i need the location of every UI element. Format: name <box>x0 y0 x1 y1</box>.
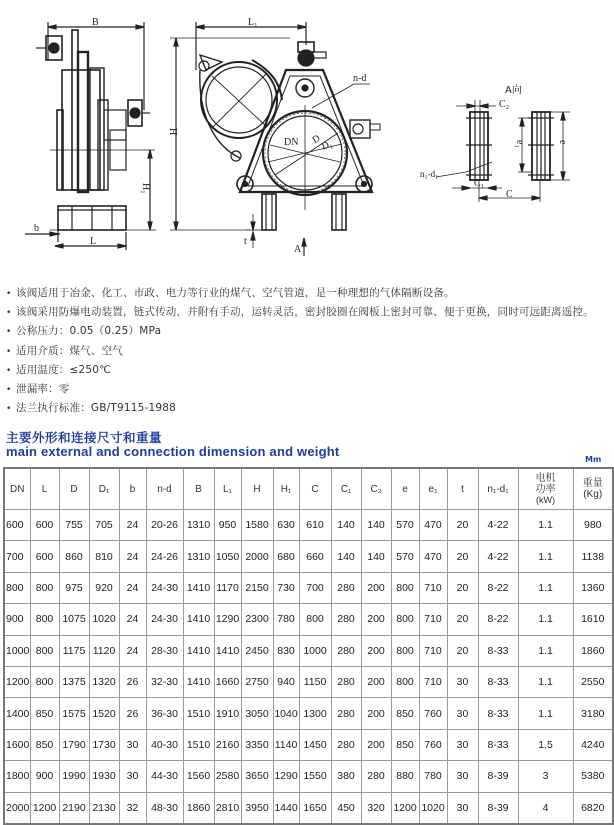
table-cell: 4240 <box>573 729 613 760</box>
spec-text: 该阀采用防爆电动装置，链式传动，并附有手动，运转灵活，密封胶圈在阀板上密封可靠、便于更换，同时可远距离遥控。 <box>16 306 594 319</box>
table-cell: 1020 <box>419 792 447 824</box>
table-cell: 830 <box>273 635 299 666</box>
table-cell: 140 <box>331 541 361 572</box>
table-cell: 1175 <box>59 635 89 666</box>
table-cell: 2550 <box>573 666 613 697</box>
table-cell: 4-22 <box>478 510 518 541</box>
table-cell: 48-30 <box>146 792 183 824</box>
table-cell: 800 <box>30 635 59 666</box>
table-cell: 1.1 <box>518 666 573 697</box>
table-cell: 1200 <box>391 792 419 824</box>
table-cell: 24-30 <box>146 572 183 603</box>
table-cell: 2450 <box>241 635 273 666</box>
table-cell: 30 <box>447 666 478 697</box>
header-line: 功率 <box>535 483 556 495</box>
spec-list <box>6 284 612 418</box>
a-view-title: A向 <box>505 85 522 96</box>
table-cell: 1290 <box>214 604 241 635</box>
table-cell: 800 <box>30 572 59 603</box>
table-cell: 24-30 <box>146 604 183 635</box>
table-cell: 1120 <box>89 635 119 666</box>
table-cell: 1860 <box>573 635 613 666</box>
table-cell: 800 <box>30 604 59 635</box>
table-cell: 1930 <box>89 761 119 792</box>
table-cell: 3180 <box>573 698 613 729</box>
table-cell: 800 <box>4 572 30 603</box>
spec-item: • 适用介质：煤气、空气 <box>6 344 123 357</box>
table-cell: 700 <box>299 572 331 603</box>
table-cell: 800 <box>391 635 419 666</box>
table-cell: 44-30 <box>146 761 183 792</box>
table-cell: 1360 <box>573 572 613 603</box>
dim-label-c: C <box>506 189 513 200</box>
table-cell: 850 <box>391 729 419 760</box>
table-cell: 30 <box>119 729 146 760</box>
col-header-weight <box>573 468 613 510</box>
table-cell: 280 <box>331 572 361 603</box>
col-header: e <box>391 468 419 510</box>
table-cell: 2160 <box>214 729 241 760</box>
table-cell: 30 <box>119 761 146 792</box>
table-cell: 450 <box>331 792 361 824</box>
table-cell: 320 <box>361 792 391 824</box>
table-cell: 20 <box>447 572 478 603</box>
spec-item: • 适用温度：≤250℃ <box>6 363 112 376</box>
table-cell: 1510 <box>183 698 214 729</box>
table-cell: 280 <box>331 635 361 666</box>
table-cell: 800 <box>391 666 419 697</box>
table-cell: 1050 <box>214 541 241 572</box>
table-cell: 1.1 <box>518 510 573 541</box>
table-cell: 24 <box>119 510 146 541</box>
col-header: H₁ <box>273 468 299 510</box>
table-cell: 1.1 <box>518 698 573 729</box>
table-cell: 1020 <box>89 604 119 635</box>
table-cell: 140 <box>361 541 391 572</box>
table-cell: 950 <box>214 510 241 541</box>
table-cell: 1.1 <box>518 541 573 572</box>
table-cell: 28-30 <box>146 635 183 666</box>
header-line: 电机 <box>535 472 556 484</box>
table-cell: 710 <box>419 604 447 635</box>
table-cell: 280 <box>331 698 361 729</box>
table-cell: 980 <box>573 510 613 541</box>
table-cell: 570 <box>391 510 419 541</box>
table-cell: 24-26 <box>146 541 183 572</box>
dim-label-n-d: n-d <box>353 73 367 84</box>
table-cell: 600 <box>30 510 59 541</box>
table-cell: 470 <box>419 541 447 572</box>
table-cell: 1520 <box>89 698 119 729</box>
spec-text: 适用温度：≤250℃ <box>16 363 112 376</box>
table-cell: 710 <box>419 635 447 666</box>
table-cell: 380 <box>331 761 361 792</box>
table-row <box>4 572 613 603</box>
spec-item: • 该阀适用于冶金、化工、市政、电力等行业的煤气、空气管道，是一种理想的气体隔断设备。 <box>6 287 455 299</box>
table-cell: 2190 <box>59 792 89 824</box>
table-cell: 200 <box>361 698 391 729</box>
table-cell: 140 <box>331 510 361 541</box>
table-cell: 900 <box>30 761 59 792</box>
table-cell: 24 <box>119 572 146 603</box>
table-cell: 280 <box>361 761 391 792</box>
table-cell: 3050 <box>241 698 273 729</box>
table-cell: 600 <box>30 541 59 572</box>
col-header: C₂ <box>361 468 391 510</box>
dim-label-d1: D₁ <box>320 138 335 153</box>
col-header: C₁ <box>331 468 361 510</box>
table-cell: 975 <box>59 572 89 603</box>
table-cell: 30 <box>447 729 478 760</box>
table-cell: 760 <box>419 698 447 729</box>
table-cell: 280 <box>331 729 361 760</box>
spec-text: 适用介质：煤气、空气 <box>16 344 123 357</box>
table-cell: 880 <box>391 761 419 792</box>
dim-label-l1: L₁ <box>248 17 258 28</box>
table-cell: 1800 <box>4 761 30 792</box>
table-cell: 1.1 <box>518 635 573 666</box>
spec-item: • 公称压力：0.05（0.25）MPa <box>6 325 162 338</box>
table-cell: 20 <box>447 604 478 635</box>
table-cell: 3950 <box>241 792 273 824</box>
table-header-row <box>4 468 613 510</box>
table-cell: 940 <box>273 666 299 697</box>
table-cell: 470 <box>419 510 447 541</box>
table-cell: 5380 <box>573 761 613 792</box>
table-cell: 800 <box>391 604 419 635</box>
dim-label-e: e <box>557 140 568 145</box>
table-cell: 1400 <box>4 698 30 729</box>
spec-item: • 法兰执行标准：GB/T9115-1988 <box>6 402 177 415</box>
table-cell: 850 <box>30 729 59 760</box>
table-cell: 24 <box>119 541 146 572</box>
table-cell: 2810 <box>214 792 241 824</box>
table-cell: 1140 <box>273 729 299 760</box>
dim-label-e1: e₁ <box>514 140 525 148</box>
table-cell: 800 <box>391 572 419 603</box>
table-row <box>4 635 613 666</box>
col-header: D₁ <box>89 468 119 510</box>
table-cell: 32 <box>119 792 146 824</box>
table-cell: 200 <box>361 666 391 697</box>
table-cell: 30 <box>447 698 478 729</box>
table-row <box>4 729 613 760</box>
spec-text: 该阀适用于冶金、化工、市政、电力等行业的煤气、空气管道，是一种理想的气体隔断设备。 <box>16 287 455 299</box>
table-cell: 1550 <box>299 761 331 792</box>
valve-drawing-svg <box>0 0 614 258</box>
table-cell: 2300 <box>241 604 273 635</box>
table-cell: 1200 <box>30 792 59 824</box>
table-cell: 2000 <box>4 792 30 824</box>
table-cell: 710 <box>419 572 447 603</box>
dim-label-h: H <box>167 128 178 136</box>
table-cell: 40-30 <box>146 729 183 760</box>
dim-label-c2: C₂ <box>499 99 510 110</box>
table-row <box>4 698 613 729</box>
table-cell: 30 <box>447 761 478 792</box>
table-row <box>4 604 613 635</box>
table-cell: 570 <box>391 541 419 572</box>
table-cell: 1075 <box>59 604 89 635</box>
header-line: (Kg) <box>583 489 603 500</box>
table-cell: 1860 <box>183 792 214 824</box>
table-cell: 1150 <box>299 666 331 697</box>
table-cell: 810 <box>89 541 119 572</box>
table-cell: 1170 <box>214 572 241 603</box>
table-cell: 36-30 <box>146 698 183 729</box>
table-cell: 860 <box>59 541 89 572</box>
table-cell: 200 <box>361 572 391 603</box>
spec-item: • 该阀采用防爆电动装置，链式传动，并附有手动，运转灵活，密封胶圈在阀板上密封可靠、便于更换，同时可远距离遥控。 <box>6 306 594 319</box>
table-cell: 1410 <box>183 666 214 697</box>
table-cell: 780 <box>419 761 447 792</box>
view-marker-a: A <box>294 244 302 255</box>
spec-text: 泄漏率：零 <box>16 382 70 395</box>
table-cell: 2750 <box>241 666 273 697</box>
table-cell: 1410 <box>183 572 214 603</box>
col-header: B <box>183 468 214 510</box>
table-cell: 1510 <box>183 729 214 760</box>
spec-text: 法兰执行标准：GB/T9115-1988 <box>16 402 177 415</box>
table-row <box>4 510 613 541</box>
table-cell: 760 <box>419 729 447 760</box>
table-cell: 1.5 <box>518 729 573 760</box>
dim-label-d: D <box>310 132 323 147</box>
table-cell: 1200 <box>4 666 30 697</box>
table-cell: 8-39 <box>478 792 518 824</box>
table-cell: 1580 <box>241 510 273 541</box>
table-cell: 1575 <box>59 698 89 729</box>
table-cell: 26 <box>119 698 146 729</box>
table-cell: 705 <box>89 510 119 541</box>
table-cell: 1310 <box>183 541 214 572</box>
table-cell: 20 <box>447 510 478 541</box>
table-cell: 1610 <box>573 604 613 635</box>
table-cell: 800 <box>30 666 59 697</box>
table-cell: 20-26 <box>146 510 183 541</box>
technical-drawings <box>0 0 614 258</box>
col-header: n-d <box>146 468 183 510</box>
table-cell: 1990 <box>59 761 89 792</box>
table-cell: 200 <box>361 635 391 666</box>
table-cell: 30 <box>447 792 478 824</box>
dimension-table <box>3 467 614 825</box>
table-cell: 800 <box>299 604 331 635</box>
table-cell: 8-22 <box>478 572 518 603</box>
table-cell: 200 <box>361 604 391 635</box>
table-cell: 280 <box>331 666 361 697</box>
table-cell: 200 <box>361 729 391 760</box>
table-cell: 20 <box>447 541 478 572</box>
col-header: DN <box>4 468 30 510</box>
col-header: L <box>30 468 59 510</box>
table-cell: 1375 <box>59 666 89 697</box>
table-cell: 140 <box>361 510 391 541</box>
table-row <box>4 666 613 697</box>
table-cell: 2000 <box>241 541 273 572</box>
table-cell: 1.1 <box>518 604 573 635</box>
table-cell: 4-22 <box>478 541 518 572</box>
col-header: b <box>119 468 146 510</box>
table-cell: 1410 <box>183 635 214 666</box>
table-cell: 710 <box>419 666 447 697</box>
table-cell: 24 <box>119 604 146 635</box>
table-cell: 1450 <box>299 729 331 760</box>
table-cell: 680 <box>273 541 299 572</box>
table-cell: 755 <box>59 510 89 541</box>
table-cell: 8-33 <box>478 729 518 760</box>
table-cell: 1650 <box>299 792 331 824</box>
table-cell: 900 <box>4 604 30 635</box>
table-cell: 1.1 <box>518 572 573 603</box>
col-header: D <box>59 468 89 510</box>
table-cell: 850 <box>391 698 419 729</box>
col-header: t <box>447 468 478 510</box>
table-cell: 780 <box>273 604 299 635</box>
table-cell: 660 <box>299 541 331 572</box>
spec-item: • 泄漏率：零 <box>6 382 70 395</box>
table-cell: 730 <box>273 572 299 603</box>
table-row <box>4 541 613 572</box>
table-cell: 1410 <box>183 604 214 635</box>
dim-label-b-width: B <box>92 17 99 28</box>
dim-label-t: t <box>244 236 247 247</box>
col-header: e₁ <box>419 468 447 510</box>
table-cell: 8-33 <box>478 698 518 729</box>
col-header: L₁ <box>214 468 241 510</box>
dim-label-b: b <box>34 223 39 234</box>
table-cell: 1000 <box>299 635 331 666</box>
table-cell: 3650 <box>241 761 273 792</box>
table-cell: 1660 <box>214 666 241 697</box>
table-cell: 1730 <box>89 729 119 760</box>
header-line: 重量 <box>582 478 603 489</box>
table-cell: 26 <box>119 666 146 697</box>
table-cell: 1310 <box>183 510 214 541</box>
table-cell: 1910 <box>214 698 241 729</box>
table-cell: 920 <box>89 572 119 603</box>
header-line: (kW) <box>536 494 555 505</box>
dim-label-n1-d1: n₁-d₁ <box>420 169 439 179</box>
table-cell: 3350 <box>241 729 273 760</box>
table-cell: 1410 <box>214 635 241 666</box>
table-cell: 850 <box>30 698 59 729</box>
table-cell: 1790 <box>59 729 89 760</box>
a-view-drawing <box>436 100 570 202</box>
spec-text: 公称压力：0.05（0.25）MPa <box>16 325 162 338</box>
table-cell: 8-33 <box>478 666 518 697</box>
table-cell: 32-30 <box>146 666 183 697</box>
table-cell: 700 <box>4 541 30 572</box>
table-cell: 1300 <box>299 698 331 729</box>
table-cell: 4 <box>518 792 573 824</box>
table-cell: 630 <box>273 510 299 541</box>
table-cell: 24 <box>119 635 146 666</box>
table-cell: 6820 <box>573 792 613 824</box>
dim-label-l: L <box>90 236 97 247</box>
table-cell: 1600 <box>4 729 30 760</box>
table-cell: 1320 <box>89 666 119 697</box>
table-cell: 600 <box>4 510 30 541</box>
col-header: H <box>241 468 273 510</box>
section-title-cn: 主要外形和连接尺寸和重量 <box>6 430 163 445</box>
section-title-en: main external and connection dimension and weight <box>6 444 340 459</box>
table-cell: 2580 <box>214 761 241 792</box>
dim-label-dn: DN <box>284 137 299 148</box>
table-cell: 1440 <box>273 792 299 824</box>
dim-label-c1: C₁ <box>474 178 485 189</box>
table-cell: 610 <box>299 510 331 541</box>
table-cell: 1138 <box>573 541 613 572</box>
dim-label-h1: H₁ <box>140 183 151 194</box>
table-cell: 8-22 <box>478 604 518 635</box>
table-cell: 3 <box>518 761 573 792</box>
col-header: n₁-d₁ <box>478 468 518 510</box>
table-cell: 280 <box>331 604 361 635</box>
table-cell: 8-39 <box>478 761 518 792</box>
col-header-motor-power <box>518 468 573 510</box>
unit-label: Mm <box>585 455 602 464</box>
table-cell: 20 <box>447 635 478 666</box>
table-body <box>4 510 613 824</box>
table-cell: 1290 <box>273 761 299 792</box>
table-cell: 8-33 <box>478 635 518 666</box>
table-cell: 1000 <box>4 635 30 666</box>
table-row <box>4 761 613 792</box>
table-cell: 2150 <box>241 572 273 603</box>
table-cell: 2130 <box>89 792 119 824</box>
table-row <box>4 792 613 824</box>
table-cell: 1040 <box>273 698 299 729</box>
table-cell: 1560 <box>183 761 214 792</box>
col-header: C <box>299 468 331 510</box>
